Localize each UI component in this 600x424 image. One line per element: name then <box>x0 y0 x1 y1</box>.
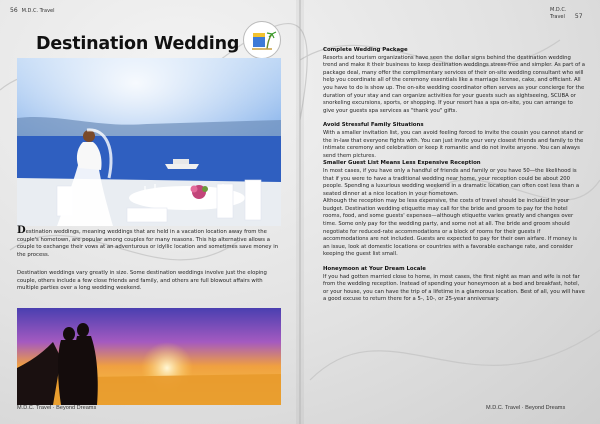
right-page-number: 57 <box>574 13 583 20</box>
page-title: Destination Wedding <box>36 34 240 54</box>
right-running-header <box>550 7 600 20</box>
left-running-header <box>10 7 55 14</box>
right-header-brand: M.D.C. Travel <box>550 7 567 20</box>
section-heading: Smaller Guest List Means Less Expensive Reception <box>323 160 481 167</box>
intro-paragraph <box>17 227 281 259</box>
bride-terrace-photo <box>17 58 281 226</box>
section-body: In most cases, if you have only a handful of friends and family or you have 50—the likelihood is that if you were to have a traditional wedding near home, your reception could be about 200 people. Spending a luxurious wedding weekend in a dramatic location can often cost less than a seated dinner at a nice location in your hometown. <box>323 167 580 197</box>
right-article <box>323 47 585 304</box>
section-heading: Honeymoon at Your Dream Locale <box>323 266 426 273</box>
left-header-brand: M.D.C. Travel <box>21 8 55 14</box>
left-footer: M.D.C. Travel · Beyond Dreams <box>17 405 97 411</box>
size-paragraph: Destination weddings vary greatly in size. Some destination weddings involve just the eloping couple, others include a few close friends and family, and others are full blowout affairs with multiple parties over a long wedding weekend. <box>17 270 267 292</box>
right-footer: M.D.C. Travel · Beyond Dreams <box>486 405 566 411</box>
drop-cap: D <box>17 225 26 236</box>
section-body: If you had gotten married close to home, in most cases, the first night as man and wife is not far from the wedding reception. Instead of spending your honeymoon at a bed and breakfast, hotel, or your house, you can have the trip of a lifetime in a glamorous location. Best of all, you will have a good excuse to return there for a 5-, 10-, or 25-year anniversary. <box>323 273 585 303</box>
left-page-number: 56 <box>10 7 18 14</box>
intro-text: estination weddings, meaning weddings that are held in a vacation location away from the couple's hometown, are popular among couples for many reasons. This hip alternative allows a couple to exchange their vows at an adventurous or idyllic location and sometimes save money in the process. <box>17 229 279 258</box>
section-heading: Complete Wedding Package <box>323 47 408 53</box>
sunset-couple-photo <box>17 308 281 405</box>
section-body: Resorts and tourism organizations have seen the dollar signs behind the destination wedding trend and make it their business to keep destination weddings stress-free and simpler. As part of a package deal, many offer the complimentary services of their on-site wedding consultant who will help you coordinate all of the ceremony essentials like a marriage license, cake, and officiant. All you have to do is show up. The on-site wedding coordinator often serves as your concierge for the duration of your stay and can organize activities for your guests such as sightseeing, SCUBA or snorkeling excursions, sports, or shopping. If your resort has a spa on-site, you can arrange to give your guests spa services as "thank you" gifts. <box>323 54 586 114</box>
section-heading: Avoid Stressful Family Situations <box>323 122 424 129</box>
section-body: Although the reception may be less expensive, the costs of travel should be included in your budget. Destination wedding etiquette may call for the bride and groom to pay for the hotel rooms, food, and some guests' expenses—although etiquette varies greatly and changes over time. Some only pay for the wedding party, and some not at all. The bride and groom should negotiate for reduced-rate accommodations or a block of rooms for their guests if accommodations are not included. Guests are expected to pay for their own airfare. If money is an issue, look at domestic locations or countries with a favorable exchange rate, and consider keeping the guest list small. <box>323 198 577 258</box>
section-body: With a smaller invitation list, you can avoid feeling forced to invite the cousin you cannot stand or the in-law that everyone fights with. You can just invite your very closest friends and family to the intimate ceremony and celebration or keep it romantic and do not invite anyone. You can always send them pictures. <box>323 129 584 159</box>
travel-agency-logo-icon <box>243 21 281 59</box>
